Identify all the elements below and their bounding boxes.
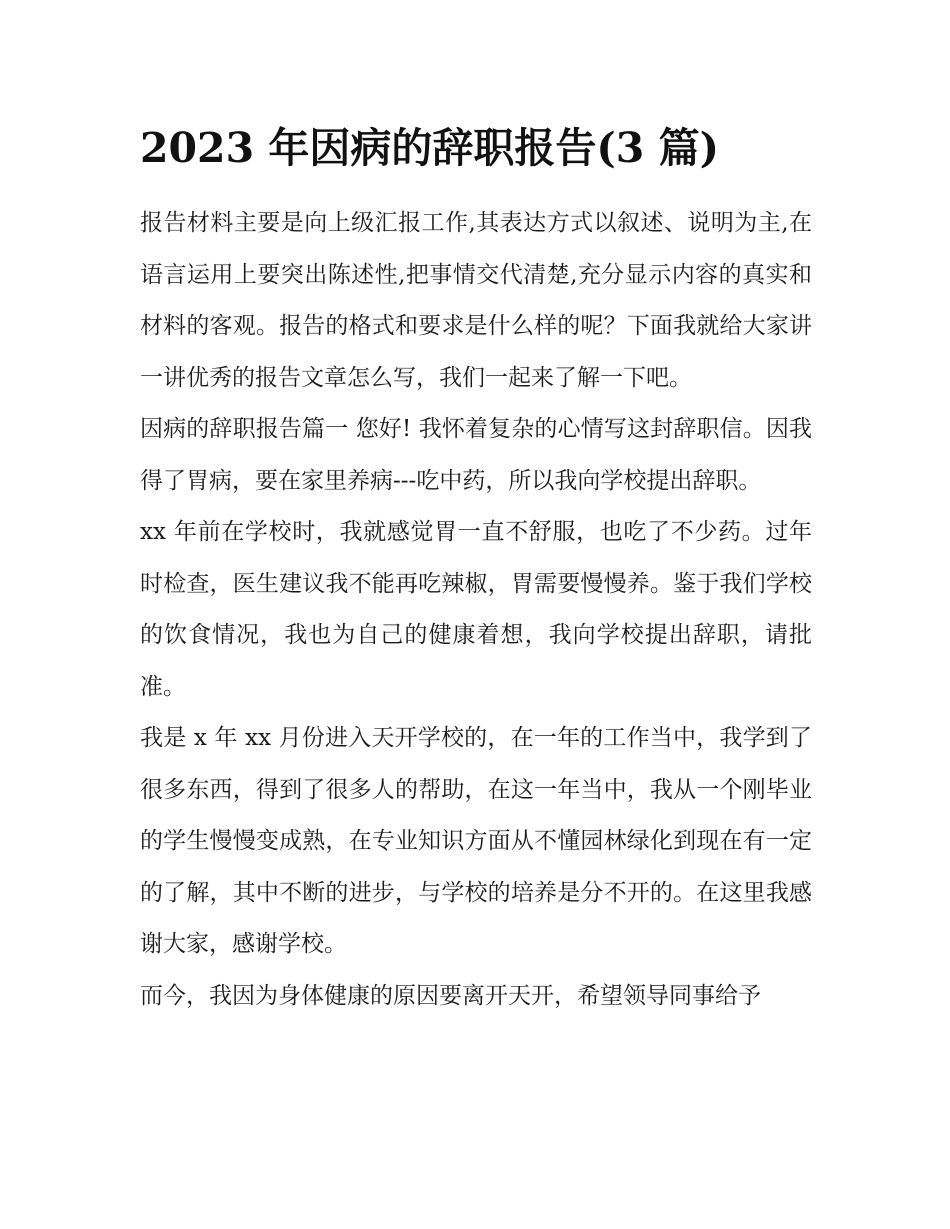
paragraph-illness: xx 年前在学校时，我就感觉胃一直不舒服，也吃了不少药。过年时检查，医生建议我不能再吃辣椒，胃需要慢慢养。鉴于我们学校的饮食情况，我也为自己的健康着想，我向学校提出辞职，请批准。: [140, 519, 812, 700]
document-title: 2023 年因病的辞职报告(3 篇): [140, 124, 719, 172]
document-body: [140, 118, 812, 1022]
paragraph-leaving: 而今，我因为身体健康的原因要离开天开，希望领导同事给予: [140, 982, 761, 1009]
paragraph-intro: 报告材料主要是向上级汇报工作,其表达方式以叙述、说明为主,在语言运用上要突出陈述性,把事情交代清楚,充分显示内容的真实和材料的客观。报告的格式和要求是什么样的呢？下面我就给大家讲一讲优秀的报告文章怎么写，我们一起来了解一下吧。: [140, 210, 812, 391]
paragraph-letter-opening: 因病的辞职报告篇一 您好! 我怀着复杂的心情写这封辞职信。因我得了胃病，要在家里养病---吃中药，所以我向学校提出辞职。: [140, 416, 812, 494]
paragraph-gratitude: 我是 x 年 xx 月份进入天开学校的，在一年的工作当中，我学到了很多东西，得到了很多人的帮助，在这一年当中，我从一个刚毕业的学生慢慢变成熟，在专业知识方面从不懂园林绿化到现在有一定的了解，其中不断的进步，与学校的培养是分不开的。在这里我感谢大家，感谢学校。: [140, 725, 812, 957]
